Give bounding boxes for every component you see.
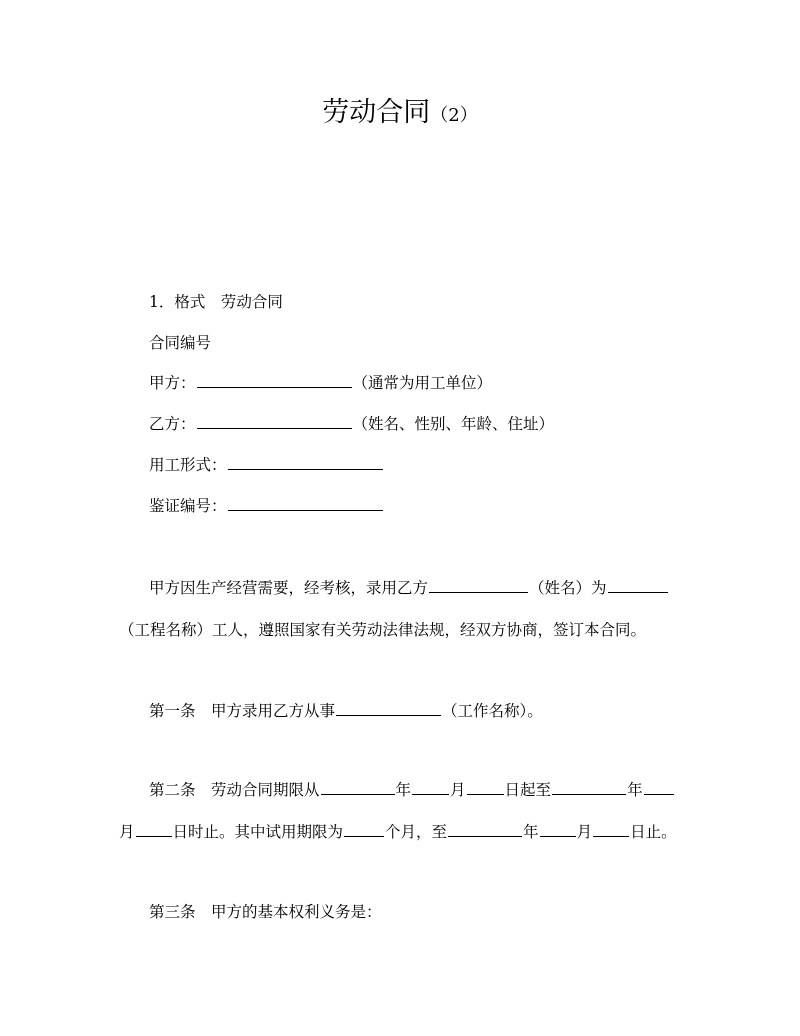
employment-form-line (149, 453, 384, 477)
party-b-label: 乙方： (149, 415, 196, 433)
article-1-heading: 第一条 甲方录用乙方从事 (149, 702, 336, 720)
party-a-label: 甲方： (149, 374, 196, 392)
day-end-label: 日时止。其中试用期限为 (172, 823, 344, 841)
article-2-line-1 (149, 778, 675, 802)
year-label: 年 (523, 823, 539, 841)
article-1 (149, 699, 543, 723)
party-a-line (149, 371, 492, 395)
job-name-blank[interactable] (336, 699, 441, 716)
trial-end-month-blank[interactable] (540, 820, 576, 837)
party-b-note: （姓名、性别、年龄、住址） (352, 415, 555, 433)
intro-project-blank[interactable] (608, 576, 668, 593)
trial-months-blank[interactable] (344, 820, 384, 837)
start-year-blank[interactable] (321, 778, 395, 795)
party-a-note: （通常为用工单位） (352, 374, 493, 392)
title-suffix: （2） (430, 105, 478, 126)
format-line: 1．格式 劳动合同 (149, 293, 283, 311)
contract-number-label: 合同编号 (149, 334, 212, 352)
intro-name-blank[interactable] (429, 576, 528, 593)
title-text: 劳动合同 (322, 97, 431, 128)
intro-text-1: 甲方因生产经营需要，经考核，录用乙方 (149, 579, 429, 597)
months-to-label: 个月，至 (385, 823, 448, 841)
month-label: 月 (119, 823, 135, 841)
intro-text-2: （姓名）为 (529, 579, 607, 597)
stop-label: 日止。 (630, 823, 677, 841)
article-3-heading: 第三条 甲方的基本权利义务是： (149, 903, 382, 921)
end-month-blank[interactable] (644, 778, 674, 795)
trial-end-day-blank[interactable] (593, 820, 629, 837)
end-day-blank[interactable] (136, 820, 172, 837)
employment-form-blank[interactable] (228, 453, 383, 470)
party-a-blank[interactable] (197, 371, 352, 388)
party-b-line (149, 412, 554, 436)
intro-line-1 (149, 576, 669, 600)
year-label: 年 (395, 781, 412, 799)
document-title (0, 93, 800, 136)
trial-end-year-blank[interactable] (448, 820, 522, 837)
end-year-blank[interactable] (552, 778, 626, 795)
intro-line-2: （工程名称）工人，遵照国家有关劳动法律法规，经双方协商，签订本合同。 (119, 621, 647, 639)
verification-number-blank[interactable] (228, 494, 383, 511)
employment-form-label: 用工形式： (149, 456, 227, 474)
month-label: 月 (576, 823, 593, 841)
verification-number-label: 鉴证编号： (149, 497, 227, 515)
start-day-blank[interactable] (467, 778, 504, 795)
article-1-tail: （工作名称）。 (442, 702, 543, 720)
article-2-heading: 第二条 劳动合同期限从 (149, 781, 320, 799)
party-b-blank[interactable] (197, 412, 352, 429)
start-month-blank[interactable] (412, 778, 449, 795)
month-label: 月 (450, 781, 466, 799)
year-label: 年 (627, 781, 643, 799)
verification-number-line (149, 494, 384, 518)
day-start-label: 日起至 (504, 781, 552, 799)
article-2-line-2 (119, 820, 677, 844)
